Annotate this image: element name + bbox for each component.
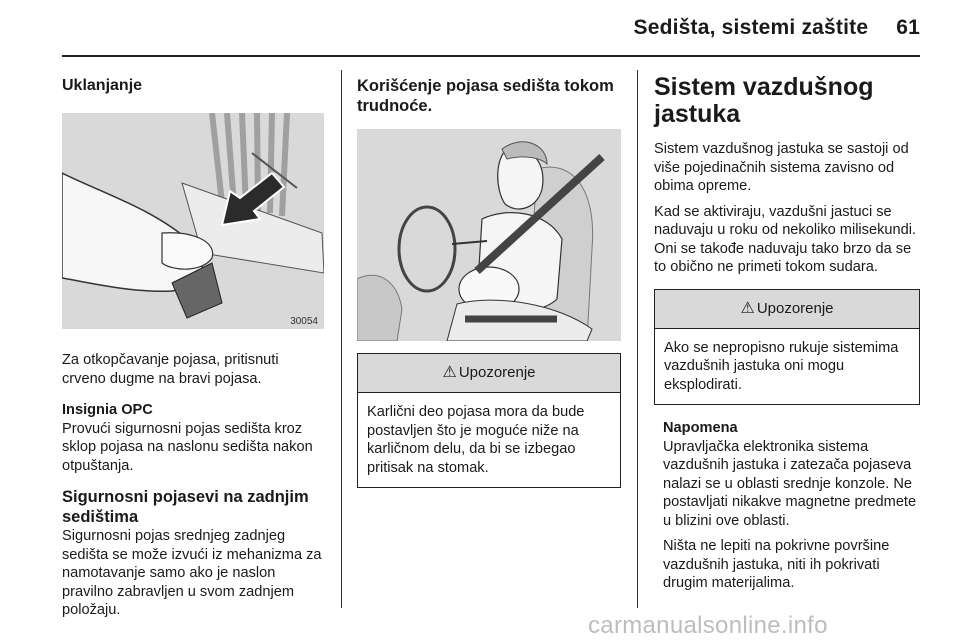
- warning-text: Karlični deo pojasa mora da bude postavljen što je moguće niže na karličnom delu, da bi se izbegao pritisak na stomak.: [367, 404, 585, 476]
- section-heading: Sistem vazdušnog jastuka: [654, 73, 874, 128]
- paragraph: Sigurnosni pojas srednjeg zadnjeg sedišta se može izvući iz mehanizma za namotavanje samo ako je naslon pravilno zabravljen u svom zadnjem položaju.: [62, 528, 322, 618]
- pregnancy-seatbelt-illustration: [357, 129, 621, 341]
- section-heading: Sigurnosni pojasevi na zadnjim sedištima: [62, 488, 309, 526]
- seatbelt-release-illustration: [62, 113, 324, 329]
- paragraph: Kad se aktiviraju, vazdušni jastuci se naduvaju u roku od nekoliko milisekundi. Oni se takođe naduvaju tako brzo da se to obično ne primeti tokom sudara.: [654, 203, 917, 275]
- warning-triangle-icon: ⚠: [442, 364, 457, 381]
- seatbelt-release-drawing: [62, 113, 324, 329]
- section-heading: Uklanjanje: [62, 77, 143, 94]
- warning-box: [654, 289, 920, 406]
- section-title: Sedišta, sistemi zaštite: [633, 16, 869, 39]
- note-title: Napomena: [663, 420, 738, 436]
- subheading: Insignia OPC: [62, 402, 153, 418]
- column-left: [62, 70, 324, 620]
- warning-header: [655, 290, 919, 329]
- pregnancy-seatbelt-drawing: [357, 129, 621, 341]
- page-title: [634, 16, 921, 40]
- header-divider: [62, 55, 920, 57]
- column-divider: [341, 70, 342, 608]
- note-block: [654, 419, 920, 593]
- figure-number: 30054: [290, 316, 318, 327]
- warning-triangle-icon: ⚠: [740, 299, 755, 317]
- warning-text: Ako se nepropisno rukuje sistemima vazdušnih jastuka oni mogu eksplodirati.: [664, 339, 899, 393]
- column-divider: [637, 70, 638, 608]
- paragraph: Za otkopčavanje pojasa, pritisnuti crveno dugme na bravi pojasa.: [62, 352, 279, 387]
- watermark: carmanualsonline.info: [588, 612, 828, 639]
- column-middle: [357, 70, 621, 488]
- note-paragraph: Ništa ne lepiti na pokrivne površine vazdušnih jastuka, niti ih pokrivati drugim materijalima.: [663, 538, 890, 591]
- paragraph: Provući sigurnosni pojas sedišta kroz sklop pojasa na naslonu sedišta nakon otpuštanja.: [62, 420, 313, 474]
- warning-box: [357, 353, 621, 488]
- paragraph: Sistem vazdušnog jastuka se sastoji od više pojedinačnih sistema zavisno od obima opreme.: [654, 141, 909, 194]
- section-heading: Korišćenje pojasa sedišta tokom trudnoće.: [357, 77, 614, 115]
- page-number: 61: [896, 16, 920, 39]
- warning-header: [358, 354, 620, 393]
- column-right: [654, 70, 920, 593]
- warning-title: Upozorenje: [458, 364, 536, 381]
- warning-title: Upozorenje: [756, 299, 834, 317]
- note-paragraph: Upravljačka elektronika sistema vazdušnih jastuka i zatezača pojaseva nalazi se u oblasti srednje konzole. Ne postavljati nikakve magnetne predmete u blizini ove oblasti.: [663, 438, 917, 529]
